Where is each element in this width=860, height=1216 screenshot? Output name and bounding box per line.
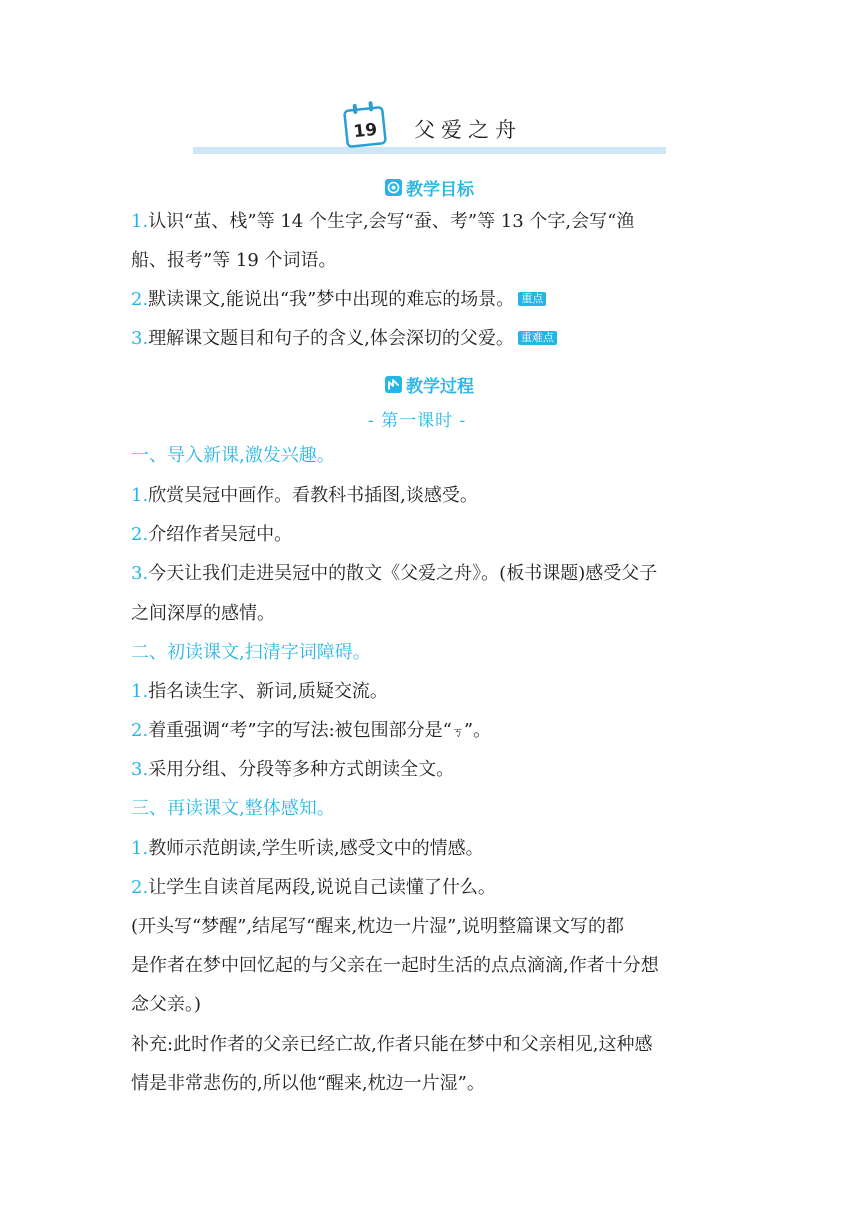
- part3-title: 三、再读课文,整体感知。: [131, 798, 335, 819]
- part1-item-1: 1.欣赏吴冠中画作。看教科书插图,谈感受。: [131, 485, 478, 506]
- part2-item-3: 3.采用分组、分段等多种方式朗读全文。: [131, 759, 455, 780]
- supplement-line-2: 情是非常悲伤的,所以他“醒来,枕边一片湿”。: [131, 1073, 485, 1094]
- part3-item-1: 1.教师示范朗读,学生听读,感受文中的情感。: [131, 838, 484, 859]
- goal-item-1-cont: 船、报考”等 19 个词语。: [131, 250, 337, 271]
- part3-note-line-3: 念父亲。): [131, 994, 202, 1015]
- goal-item-3: 3.理解课文题目和句子的含义,体会深切的父爱。 重难点: [131, 326, 557, 352]
- part2-item-1: 1.指名读生字、新词,质疑交流。: [131, 681, 388, 702]
- goals-heading: [385, 175, 474, 200]
- part2-item-2: 2.着重强调“考”字的写法:被包围部分是“ㄎ”。: [131, 720, 492, 741]
- lesson-number: 19: [352, 119, 379, 143]
- calendar-badge-icon: [343, 101, 389, 149]
- header-underline: [193, 147, 666, 154]
- part1-item-3-cont: 之间深厚的感情。: [131, 603, 275, 624]
- part3-note-line-2: 是作者在梦中回忆起的与父亲在一起时生活的点点滴滴,作者十分想: [131, 955, 659, 976]
- part1-title: 一、导入新课,激发兴趣。: [131, 445, 335, 466]
- supplement-line-1: 补充:此时作者的父亲已经亡故,作者只能在梦中和父亲相见,这种感: [131, 1034, 653, 1055]
- part3-note-line-1: (开头写“梦醒”,结尾写“醒来,枕边一片湿”,说明整篇课文写的都: [131, 916, 624, 937]
- process-heading: [385, 372, 474, 397]
- target-icon: [385, 179, 402, 196]
- period-label: - 第一课时 -: [368, 411, 467, 431]
- goals-heading-text: 教学目标: [406, 180, 474, 200]
- part3-item-2: 2.让学生自读首尾两段,说说自己读懂了什么。: [131, 877, 496, 898]
- process-heading-text: 教学过程: [406, 377, 474, 397]
- stroke-glyph: ㄎ: [451, 725, 464, 739]
- process-icon: [385, 376, 402, 393]
- lesson-title: 父爱之舟: [414, 118, 522, 142]
- part1-item-2: 2.介绍作者吴冠中。: [131, 524, 293, 545]
- goal-item-2: 2.默读课文,能说出“我”梦中出现的难忘的场景。 重点: [131, 287, 546, 313]
- difficulty-tag: 重难点: [518, 331, 557, 345]
- part1-item-3: 3.今天让我们走进吴冠中的散文《父爱之舟》。(板书课题)感受父子: [131, 563, 658, 584]
- goal-item-1: 1.认识“茧、栈”等 14 个生字,会写“蚕、考”等 13 个字,会写“渔: [131, 211, 635, 232]
- key-point-tag: 重点: [518, 292, 546, 306]
- part2-title: 二、初读课文,扫清字词障碍。: [131, 642, 371, 663]
